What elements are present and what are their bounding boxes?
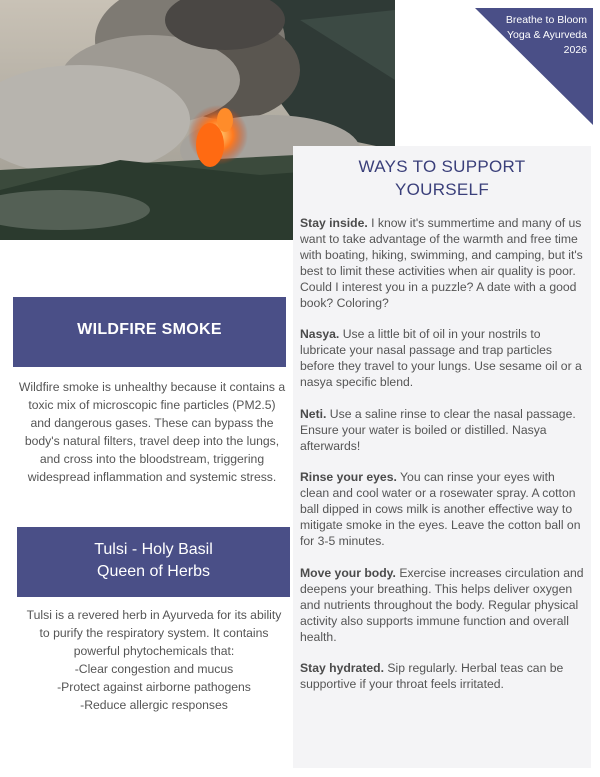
tulsi-bullet: -Clear congestion and mucus (74, 662, 234, 676)
brand-subtitle: Yoga & Ayurveda (507, 29, 587, 41)
tip-nasya: Nasya. Use a little bit of oil in your nostrils to lubricate your nasal passage and trap particles before they travel to your lungs. Use sesame oil or a nasya specific blend. (300, 327, 582, 390)
wildfire-heading: WILDFIRE SMOKE (77, 321, 222, 338)
tip-move-body: Move your body. Exercise increases circulation and deepens your breathing. This helps deliver oxygen and nutrients throughout the body. Regular physical activity also supports immune function and overall health. (300, 565, 584, 644)
tip-neti: Neti. Use a saline rinse to clear the nasal passage. Ensure your water is boiled or distilled. Nasya afterwards! (300, 406, 576, 453)
tulsi-heading-band (17, 527, 290, 597)
wildfire-description: Wildfire smoke is unhealthy because it contains a toxic mix of microscopic fine particles (PM2.5) and dangerous gases. These can bypass the body's natural filters, travel deep into the lungs, and cross into the bloodstream, triggering widespread inflammation and systemic stress. (18, 380, 286, 484)
support-tips (300, 216, 584, 709)
support-title: WAYS TO SUPPORT YOURSELF (358, 157, 526, 199)
brand-corner-badge (475, 8, 593, 125)
tulsi-intro: Tulsi is a revered herb in Ayurveda for its ability to purify the respiratory system. It contains powerful phytochemicals that: (26, 608, 282, 658)
tip-stay-hydrated: Stay hydrated. Sip regularly. Herbal teas can be supportive if your throat feels irritated. (300, 661, 564, 692)
tulsi-description (20, 606, 288, 714)
brand-name: Breathe to Bloom (505, 14, 587, 26)
tulsi-bullet: -Protect against airborne pathogens (57, 680, 251, 694)
tulsi-subheading: Queen of Herbs (97, 563, 210, 580)
tulsi-bullet: -Reduce allergic responses (80, 698, 228, 712)
brand-year: 2026 (563, 44, 587, 56)
support-panel (293, 146, 591, 768)
tip-stay-inside: Stay inside. I know it's summertime and many of us want to take advantage of the warmth and free time with boating, hiking, swimming, and camping, but it's best to limit these activities when air quality is poor. Could I interest you in a puzzle? A date with a good book? Coloring? (300, 216, 583, 310)
tulsi-heading: Tulsi - Holy Basil (94, 541, 213, 558)
wildfire-heading-band (13, 297, 286, 367)
tip-rinse-eyes: Rinse your eyes. You can rinse your eyes with clean and cool water or a rosewater spray. A cotton ball dipped in cows milk is another effective way to mitigate smoke in the eyes. Leave the cotton ball on for 3-5 minutes. (300, 470, 581, 549)
